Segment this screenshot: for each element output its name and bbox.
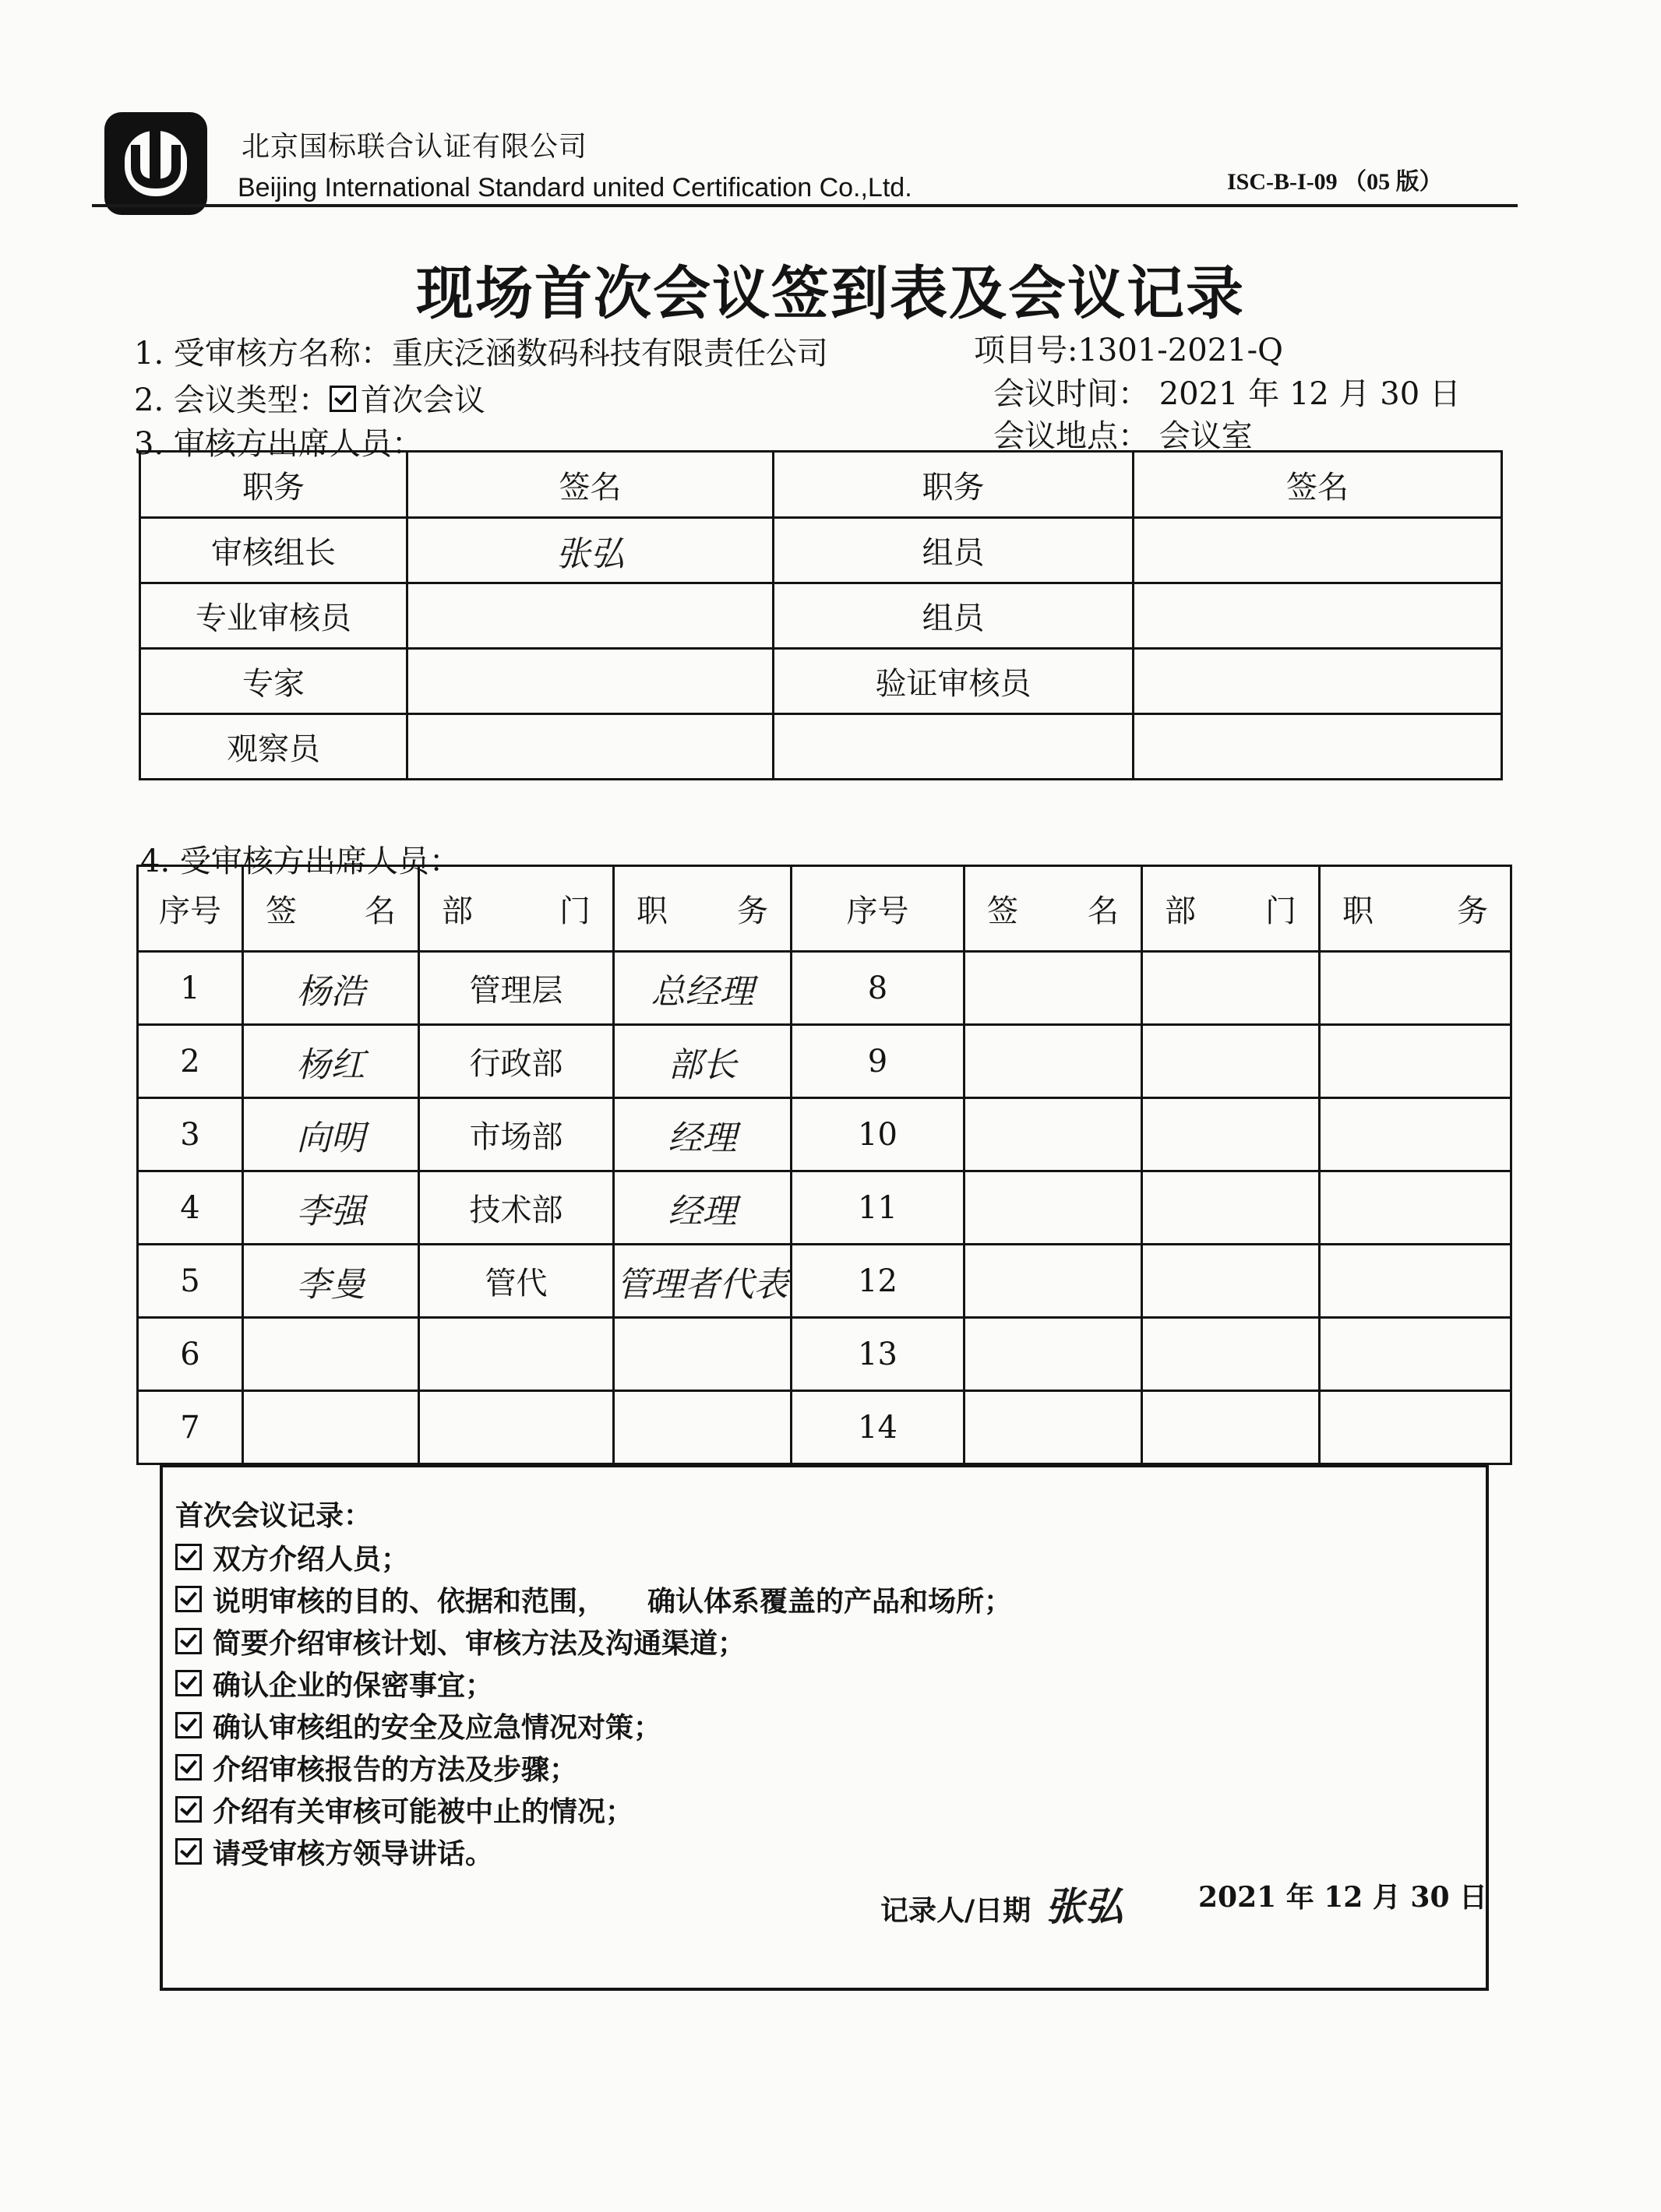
dept-cell [1142,1318,1320,1391]
dept-cell [1142,952,1320,1025]
dept-cell: 市场部 [419,1098,614,1171]
signature-cell[interactable] [1134,583,1502,649]
role-cell: 审核组长 [140,518,407,583]
seq-cell: 5 [138,1245,243,1318]
checklist-item [175,1790,633,1830]
signature-cell[interactable] [243,952,419,1025]
header-cell: 职务 [774,452,1134,518]
signature-cell[interactable] [243,1391,419,1464]
checkbox-checked-icon [175,1544,202,1570]
checklist-item-text: 说明审核的目的、依据和范围， 确认体系覆盖的产品和场所； [213,1585,1013,1618]
signature-cell[interactable] [965,952,1142,1025]
dept-cell: 行政部 [419,1025,614,1098]
dept-cell [1142,1245,1320,1318]
meeting-place-label: 会议地点： [993,418,1149,454]
checklist-item-text: 双方介绍人员； [213,1543,410,1576]
position-cell [1320,1318,1511,1391]
header-cell: 签名 [407,452,774,518]
seq-cell: 3 [138,1098,243,1171]
table-row [140,518,1502,583]
handwritten-entry: 总经理 [651,971,754,1012]
signature: 张弘 [555,534,625,574]
handwritten-entry: 部长 [668,1044,737,1085]
checklist-item [175,1580,1012,1619]
header-cell: 签 名 [965,866,1142,952]
dept-cell [1142,1391,1320,1464]
seq-cell: 10 [792,1098,965,1171]
handwritten-entry: 杨浩 [296,971,365,1012]
seq-cell: 9 [792,1025,965,1098]
project-line [974,326,1283,370]
table-row [138,1245,1511,1318]
position-cell [614,1098,792,1171]
handwritten-entry: 管理者代表 [616,1264,788,1305]
signature-cell[interactable] [965,1025,1142,1098]
checklist-item [175,1537,409,1577]
handwritten-entry: 经理 [668,1191,737,1231]
signature-cell[interactable] [243,1245,419,1318]
signature-cell[interactable] [965,1318,1142,1391]
position-cell [614,1318,792,1391]
checklist-item-text: 介绍有关审核可能被中止的情况； [213,1795,634,1828]
checkbox-checked-icon [175,1754,202,1781]
document-code: ISC-B-I-09 （05 版） [1227,169,1443,195]
checklist-item [175,1622,746,1661]
handwritten-entry: 向明 [296,1118,365,1158]
signature-cell[interactable] [407,649,774,714]
table-row [140,714,1502,780]
position-cell [614,1391,792,1464]
header-divider [92,204,1518,207]
role-cell: 验证审核员 [774,649,1134,714]
auditee-line [134,329,828,373]
signature-cell[interactable] [407,583,774,649]
checklist-item-text: 确认企业的保密事宜； [213,1669,494,1702]
dept-cell: 技术部 [419,1171,614,1245]
seq-cell: 13 [792,1318,965,1391]
checklist-item [175,1664,493,1703]
signature-cell[interactable] [965,1171,1142,1245]
checklist-item-text: 简要介绍审核计划、审核方法及沟通渠道； [213,1627,746,1660]
signature-cell[interactable] [965,1245,1142,1318]
dept-cell: 管代 [419,1245,614,1318]
signature-cell[interactable] [965,1098,1142,1171]
header-cell: 职 务 [614,866,792,952]
auditor-signin-table [139,450,1503,780]
checklist-item-text: 请受审核方领导讲话。 [213,1837,494,1870]
position-cell [1320,1245,1511,1318]
header-cell: 部 门 [419,866,614,952]
position-cell [614,1171,792,1245]
signature-cell[interactable] [243,1318,419,1391]
position-cell [614,952,792,1025]
checkbox-checked-icon [175,1712,202,1738]
position-cell [614,1025,792,1098]
position-cell [1320,1391,1511,1464]
header-cell: 职务 [140,452,407,518]
table-row [138,952,1511,1025]
signature-cell[interactable] [243,1098,419,1171]
handwritten-entry: 经理 [668,1118,737,1158]
isc-logo-icon [101,109,210,218]
table-row [138,1098,1511,1171]
signature-cell[interactable] [1134,649,1502,714]
header-cell: 部 门 [1142,866,1320,952]
checklist-item [175,1748,577,1788]
checkbox-checked-icon [175,1796,202,1823]
meeting-type-label: 2. 会议类型： [134,382,330,418]
checklist-item-text: 确认审核组的安全及应急情况对策； [213,1711,662,1744]
signature-cell[interactable] [243,1171,419,1245]
dept-cell [1142,1171,1320,1245]
role-cell: 组员 [774,583,1134,649]
seq-cell: 2 [138,1025,243,1098]
auditee-label: 1. 受审核方名称： [134,336,392,372]
table-row [140,583,1502,649]
meeting-time-value: 2021 年 12 月 30 日 [1158,376,1461,412]
auditee-attendee-table [136,865,1512,1465]
checkbox-checked-icon [330,386,356,412]
position-cell [1320,1098,1511,1171]
company-name-en: Beijing International Standard united Certification Co.,Ltd. [238,173,912,203]
dept-cell [1142,1098,1320,1171]
checkbox-checked-icon [175,1838,202,1865]
table-row [138,1318,1511,1391]
handwritten-entry: 李曼 [296,1264,365,1305]
project-label: 项目号: [974,333,1078,368]
record-title: 首次会议记录： [175,1499,372,1532]
auditor-attendees-label: 3. 审核方出席人员： [134,426,423,462]
seq-cell: 6 [138,1318,243,1391]
position-cell [1320,952,1511,1025]
position-cell [1320,1025,1511,1098]
checklist-item [175,1706,661,1745]
header-cell: 职 务 [1320,866,1511,952]
position-cell [1320,1171,1511,1245]
checklist-item-text: 介绍审核报告的方法及步骤； [213,1753,578,1786]
seq-cell: 7 [138,1391,243,1464]
signature-cell[interactable] [407,714,774,780]
signature-cell[interactable] [965,1391,1142,1464]
table-row [138,1171,1511,1245]
seq-cell: 11 [792,1171,965,1245]
dept-cell [1142,1025,1320,1098]
header-cell: 序号 [138,866,243,952]
signature-cell[interactable] [243,1025,419,1098]
checkbox-checked-icon [175,1670,202,1696]
recorder-label: 记录人/日期 [880,1894,1032,1927]
table-row [138,1025,1511,1098]
signature-cell[interactable] [1134,518,1502,583]
meeting-type-line [134,375,485,420]
record-date: 2021 年 12 月 30 日 [1198,1881,1488,1914]
meeting-time-line [993,369,1461,414]
page-title: 现场首次会议签到表及会议记录 [416,260,1245,327]
auditee-attendees-label: 4. 受审核方出席人员： [140,844,460,879]
dept-cell [419,1391,614,1464]
role-cell [774,714,1134,780]
signature-cell[interactable] [407,518,774,583]
position-cell [614,1245,792,1318]
header-cell: 序号 [792,866,965,952]
recorder-line [880,1876,1123,1932]
meeting-type-value: 首次会议 [360,382,485,418]
handwritten-entry: 杨红 [296,1044,365,1085]
table-row [138,1391,1511,1464]
seq-cell: 14 [792,1391,965,1464]
seq-cell: 4 [138,1171,243,1245]
handwritten-entry: 李强 [296,1191,365,1231]
auditee-name: 重庆泛涵数码科技有限责任公司 [391,336,828,372]
dept-cell [419,1318,614,1391]
signature-cell[interactable] [1134,714,1502,780]
project-number: 1301-2021-Q [1077,333,1283,368]
header-cell: 签 名 [243,866,419,952]
table-row [140,649,1502,714]
dept-cell: 管理层 [419,952,614,1025]
checklist-item [175,1832,493,1872]
company-name-cn: 北京国标联合认证有限公司 [242,131,588,163]
seq-cell: 12 [792,1245,965,1318]
role-cell: 专业审核员 [140,583,407,649]
meeting-place-line [993,411,1253,456]
role-cell: 组员 [774,518,1134,583]
meeting-place-value: 会议室 [1158,418,1253,454]
recorder-signature: 张弘 [1045,1883,1123,1929]
meeting-time-label: 会议时间： [993,376,1149,412]
header-cell: 签名 [1134,452,1502,518]
role-cell: 观察员 [140,714,407,780]
checkbox-checked-icon [175,1586,202,1612]
seq-cell: 8 [792,952,965,1025]
seq-cell: 1 [138,952,243,1025]
role-cell: 专家 [140,649,407,714]
checkbox-checked-icon [175,1628,202,1654]
